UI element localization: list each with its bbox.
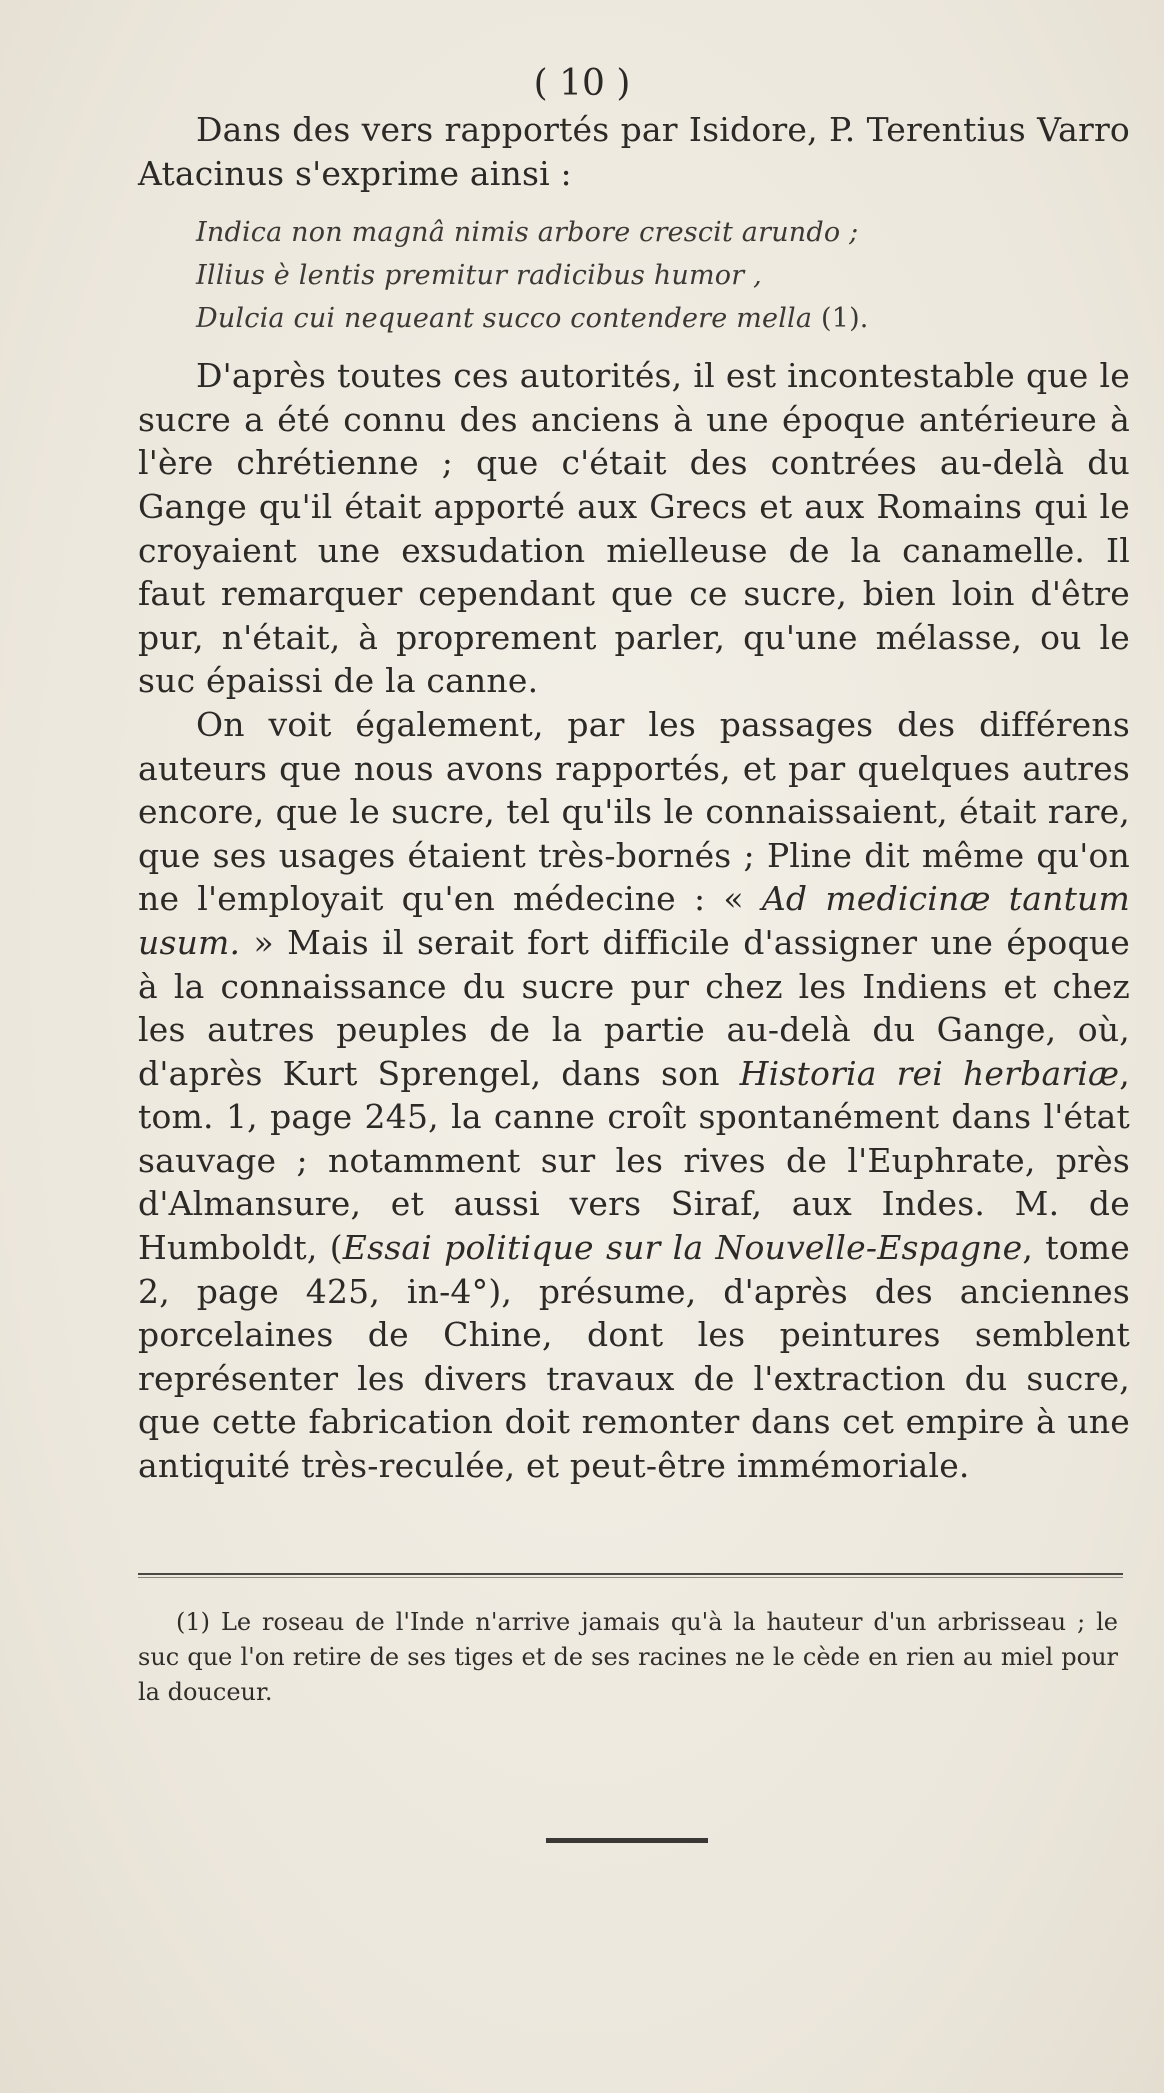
footnote-divider — [138, 1573, 1123, 1575]
verse-line — [196, 297, 1130, 340]
pliny-quote: Ad medicinæ tantum usum. — [138, 879, 1131, 962]
book-title: Historia rei herbariæ — [739, 1053, 1120, 1093]
paragraph-text: , tom. 1, page 245, la canne croît spontanément dans l'état sauvage ; notamment sur les rives de l'Euphrate, près d'Almansure, et aussi vers Siraf, aux Indes. M. de Humboldt, ( — [138, 1053, 1130, 1268]
tail-ornament — [546, 1838, 708, 1843]
footnote-reference: (1). — [812, 303, 869, 335]
intro-paragraph: Dans des vers rapportés par Isidore, P. Terentius Varro Atacinus s'exprime ainsi : — [138, 110, 1130, 193]
latin-verse — [196, 211, 1130, 340]
paragraph-sugar-history — [138, 703, 1130, 1488]
verse-line: Indica non magnâ nimis arbore crescit arundo ; — [196, 217, 859, 249]
footnote: (1) Le roseau de l'Inde n'arrive jamais qu'à la hauteur d'un arbrisseau ; le suc que l'on retire de ses tiges et de ses racines ne le cède en rien au miel pour la douceur. — [138, 1608, 1118, 1706]
paragraph-text: , tome 2, page 425, in-4°), présume, d'après des anciennes porcelaines de Chine, dont les peintures semblent représenter les divers travaux de l'extraction du sucre, que cette fabrication doit remonter dans cet empire à une antiquité très-reculée, et peut-être immémoriale. — [138, 1228, 1130, 1486]
main-text — [138, 108, 1130, 1488]
footnote-divider-thin — [138, 1577, 1123, 1578]
book-title: Essai politique sur la Nouvelle-Espagne — [342, 1228, 1023, 1268]
page-number: ( 10 ) — [533, 63, 631, 104]
paragraph-authorities: D'après toutes ces autorités, il est incontestable que le sucre a été connu des anciens à une époque antérieure à l'ère chrétienne ; que c'était des contrées au-delà du Gange qu'il était apporté aux Grecs et aux Romains qui le croyaient une exsudation mielleuse de la canamelle. Il faut remarquer cependant que ce sucre, bien loin d'être pur, n'était, à proprement parler, qu'une mélasse, ou le suc épaissi de la canne. — [138, 356, 1130, 701]
paragraph-text: » Mais il serait fort difficile d'assigner une époque à la connaissance du sucre pur chez les Indiens et chez les autres peuples de la partie au-delà du Gange, où, d'après Kurt Sprengel, dans son — [138, 922, 1130, 1093]
verse-line: Illius è lentis premitur radicibus humor , — [196, 260, 762, 292]
paragraph-text: On voit également, par les passages des différens auteurs que nous avons rapportés, et par quelques autres encore, que le sucre, tel qu'ils le connaissaient, était rare, que ses usages étaient très-bornés ; Pline dit même qu'on ne l'employait qu'en médecine : « — [138, 704, 1130, 919]
verse-line-text: Dulcia cui nequeant succo contendere mella — [196, 303, 813, 335]
